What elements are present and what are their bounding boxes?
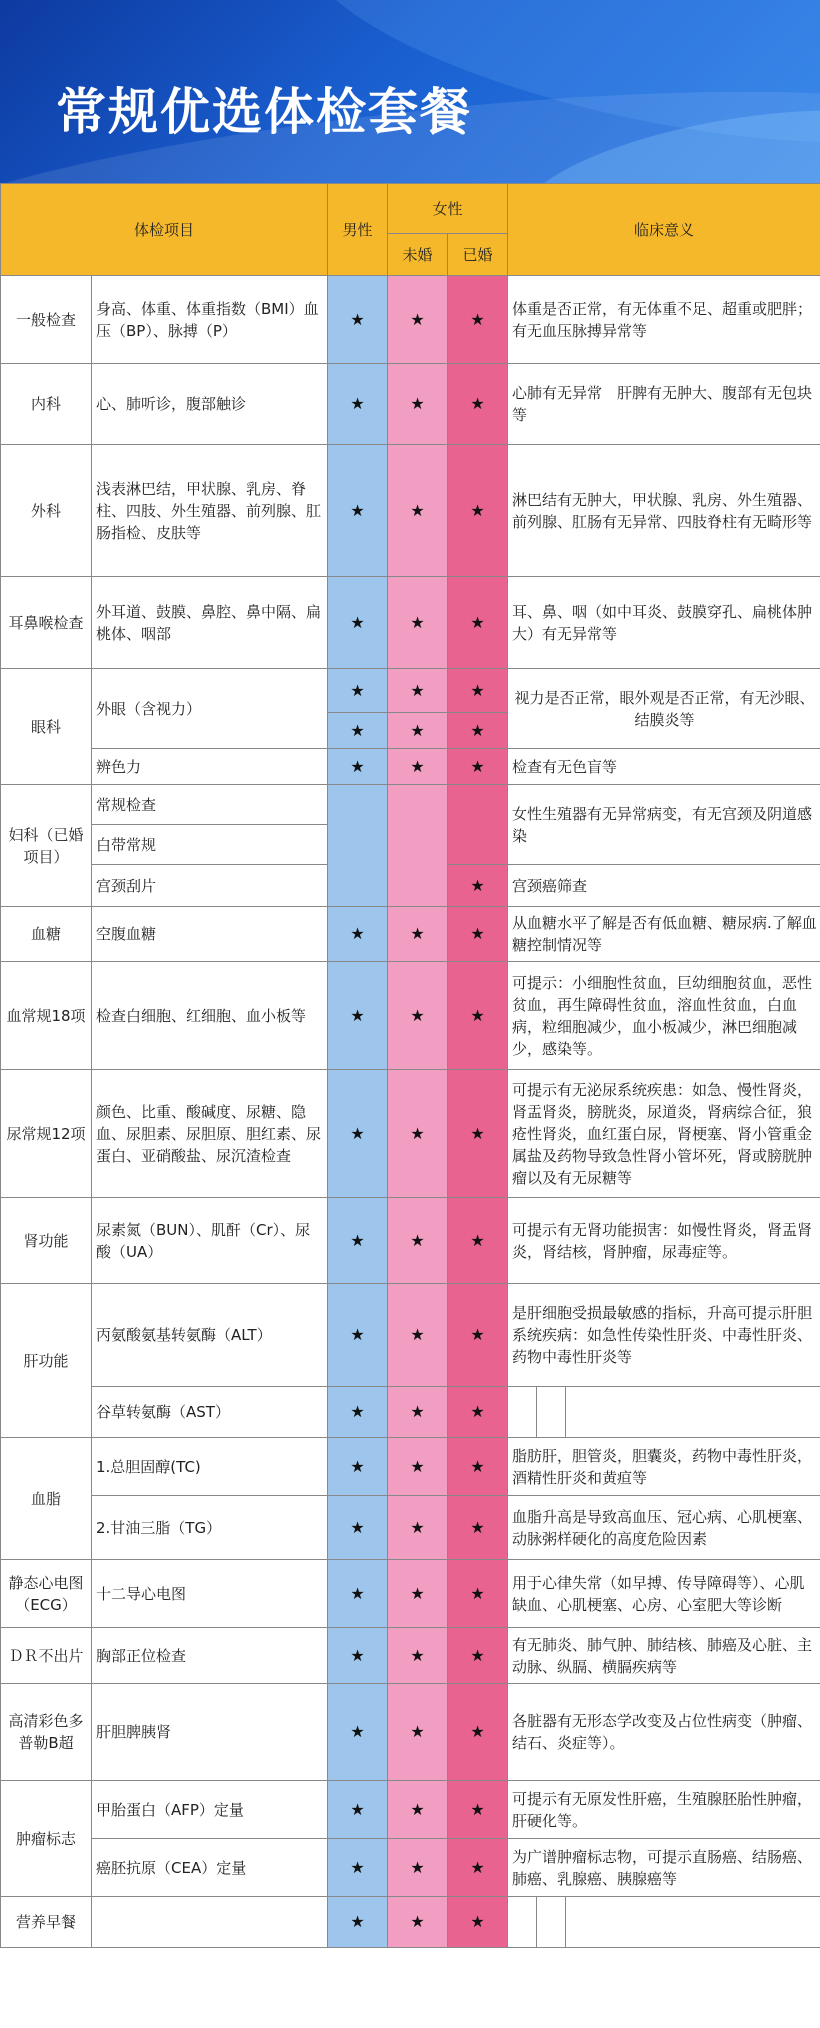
item-cell: 谷草转氨酶（AST） bbox=[92, 1387, 328, 1438]
item-cell: 辨色力 bbox=[92, 749, 328, 785]
married-mark bbox=[448, 669, 508, 713]
item-cell: 外耳道、鼓膜、鼻腔、鼻中隔、扁桃体、咽部 bbox=[92, 577, 328, 669]
star-icon: ★ bbox=[470, 1230, 485, 1250]
category-cell: 营养早餐 bbox=[1, 1897, 92, 1948]
table-row bbox=[1, 364, 820, 445]
header-meaning: 临床意义 bbox=[508, 184, 820, 276]
married-mark bbox=[448, 1198, 508, 1284]
item-cell: 浅表淋巴结，甲状腺、乳房、脊柱、四肢、外生殖器、前列腺、肛肠指检、皮肤等 bbox=[92, 445, 328, 577]
meaning-cell: 脂肪肝，胆管炎，胆囊炎，药物中毒性肝炎，酒精性肝炎和黄疸等 bbox=[508, 1438, 820, 1496]
star-icon: ★ bbox=[410, 1005, 425, 1025]
star-icon: ★ bbox=[470, 1325, 485, 1344]
star-icon: ★ bbox=[350, 720, 365, 740]
married-mark bbox=[448, 749, 508, 785]
married-mark bbox=[448, 1781, 508, 1839]
meaning-cell: 体重是否正常，有无体重不足、超重或肥胖；有无血压脉搏异常等 bbox=[508, 276, 820, 364]
star-icon: ★ bbox=[410, 394, 425, 413]
table-row bbox=[1, 1628, 820, 1684]
star-icon: ★ bbox=[410, 1123, 425, 1143]
category-cell: 外科 bbox=[1, 445, 92, 577]
married-mark bbox=[448, 1496, 508, 1560]
meaning-cell: 可提示有无肾功能损害：如慢性肾炎，肾盂肾炎，肾结核，肾肿瘤，尿毒症等。 bbox=[508, 1198, 820, 1284]
empty-subcell bbox=[508, 1897, 537, 1947]
item-cell bbox=[92, 1897, 328, 1948]
married-mark bbox=[448, 1839, 508, 1897]
table-row bbox=[1, 1438, 820, 1496]
star-icon: ★ bbox=[410, 924, 425, 943]
star-icon: ★ bbox=[470, 720, 485, 740]
category-cell: 肝功能 bbox=[1, 1284, 92, 1438]
male-mark bbox=[328, 1628, 388, 1684]
item-cell: 检查白细胞、红细胞、血小板等 bbox=[92, 962, 328, 1070]
star-icon: ★ bbox=[350, 1123, 365, 1143]
star-icon: ★ bbox=[350, 1912, 365, 1931]
married-mark bbox=[448, 962, 508, 1070]
item-cell: 身高、体重、体重指数（BMI）血压（BP）、脉搏（P） bbox=[92, 276, 328, 364]
unmarried-mark bbox=[388, 1496, 448, 1560]
star-icon: ★ bbox=[350, 1583, 365, 1603]
empty-subcell bbox=[537, 1897, 566, 1947]
item-cell: 丙氨酸氨基转氨酶（ALT） bbox=[92, 1284, 328, 1387]
category-cell: 一般检查 bbox=[1, 276, 92, 364]
star-icon: ★ bbox=[470, 1517, 485, 1537]
male-mark bbox=[328, 785, 388, 907]
category-cell: 血糖 bbox=[1, 907, 92, 962]
header-female: 女性 bbox=[388, 184, 508, 234]
meaning-cell: 有无肺炎、肺气肿、肺结核、肺癌及心脏、主动脉、纵膈、横膈疾病等 bbox=[508, 1628, 820, 1684]
unmarried-mark bbox=[388, 1438, 448, 1496]
male-mark bbox=[328, 907, 388, 962]
married-mark bbox=[448, 1560, 508, 1628]
meaning-cell: 耳、鼻、咽（如中耳炎、鼓膜穿孔、扁桃体肿大）有无异常等 bbox=[508, 577, 820, 669]
male-mark bbox=[328, 1198, 388, 1284]
meaning-cell: 为广谱肿瘤标志物，可提示直肠癌、结肠癌、肺癌、乳腺癌、胰腺癌等 bbox=[508, 1839, 820, 1897]
male-mark bbox=[328, 1284, 388, 1387]
item-cell: 外眼（含视力） bbox=[92, 669, 328, 749]
star-icon: ★ bbox=[410, 500, 425, 520]
banner bbox=[0, 0, 820, 183]
star-icon: ★ bbox=[350, 1005, 365, 1025]
married-mark bbox=[448, 907, 508, 962]
unmarried-mark bbox=[388, 785, 448, 907]
married-mark bbox=[448, 1684, 508, 1781]
married-mark bbox=[448, 1284, 508, 1387]
star-icon: ★ bbox=[410, 612, 425, 632]
empty-subcell bbox=[508, 1387, 537, 1437]
table-row bbox=[1, 445, 820, 577]
meaning-cell: 淋巴结有无肿大，甲状腺、乳房、外生殖器、前列腺、肛肠有无异常、四肢脊柱有无畸形等 bbox=[508, 445, 820, 577]
header-male: 男性 bbox=[328, 184, 388, 276]
meaning-cell: 从血糖水平了解是否有低血糖、糖尿病.了解血糖控制情况等 bbox=[508, 907, 820, 962]
unmarried-mark bbox=[388, 577, 448, 669]
empty-subcell bbox=[537, 1387, 566, 1437]
unmarried-mark bbox=[388, 1781, 448, 1839]
table-row bbox=[1, 1070, 820, 1198]
unmarried-mark bbox=[388, 1070, 448, 1198]
married-mark bbox=[448, 713, 508, 749]
star-icon: ★ bbox=[350, 1799, 365, 1819]
unmarried-mark bbox=[388, 1684, 448, 1781]
married-mark bbox=[448, 1438, 508, 1496]
married-mark bbox=[448, 364, 508, 445]
married-mark bbox=[448, 276, 508, 364]
married-mark bbox=[448, 1897, 508, 1948]
meaning-cell: 血脂升高是导致高血压、冠心病、心肌梗塞、动脉粥样硬化的高度危险因素 bbox=[508, 1496, 820, 1560]
unmarried-mark bbox=[388, 1284, 448, 1387]
star-icon: ★ bbox=[410, 1402, 425, 1421]
item-cell: 白带常规 bbox=[92, 825, 328, 865]
star-icon: ★ bbox=[410, 720, 425, 740]
category-cell: 妇科（已婚项目） bbox=[1, 785, 92, 907]
star-icon: ★ bbox=[410, 1857, 425, 1877]
star-icon: ★ bbox=[350, 924, 365, 943]
male-mark bbox=[328, 1897, 388, 1948]
star-icon: ★ bbox=[410, 1722, 425, 1741]
star-icon: ★ bbox=[470, 875, 485, 895]
category-cell: 眼科 bbox=[1, 669, 92, 785]
item-cell: 癌胚抗原（CEA）定量 bbox=[92, 1839, 328, 1897]
unmarried-mark bbox=[388, 1897, 448, 1948]
star-icon: ★ bbox=[350, 1722, 365, 1741]
item-cell: 甲胎蛋白（AFP）定量 bbox=[92, 1781, 328, 1839]
item-cell: 尿素氮（BUN）、肌酐（Cr）、尿酸（UA） bbox=[92, 1198, 328, 1284]
star-icon: ★ bbox=[470, 1005, 485, 1025]
star-icon: ★ bbox=[470, 612, 485, 632]
star-icon: ★ bbox=[470, 394, 485, 413]
married-mark bbox=[448, 577, 508, 669]
star-icon: ★ bbox=[470, 1857, 485, 1877]
item-cell: 心、肺听诊，腹部触诊 bbox=[92, 364, 328, 445]
star-icon: ★ bbox=[410, 1799, 425, 1819]
item-cell: 1.总胆固醇(TC) bbox=[92, 1438, 328, 1496]
header-item: 体检项目 bbox=[1, 184, 328, 276]
star-icon: ★ bbox=[410, 1517, 425, 1537]
star-icon: ★ bbox=[410, 1583, 425, 1603]
meaning-cell bbox=[508, 1897, 820, 1948]
married-mark bbox=[448, 1387, 508, 1438]
meaning-cell: 可提示有无泌尿系统疾患：如急、慢性肾炎，肾盂肾炎，膀胱炎，尿道炎，肾病综合征，狼疮性肾炎，血红蛋白尿，肾梗塞、肾小管重金属盐及药物导致急性肾小管坏死，肾或膀胱肿瘤以及有无尿糖等 bbox=[508, 1070, 820, 1198]
star-icon: ★ bbox=[350, 1325, 365, 1344]
male-mark bbox=[328, 1839, 388, 1897]
meaning-cell: 视力是否正常，眼外观是否正常，有无沙眼、结膜炎等 bbox=[508, 669, 820, 749]
category-cell: 血常规18项 bbox=[1, 962, 92, 1070]
star-icon: ★ bbox=[350, 1857, 365, 1877]
table-row bbox=[1, 1560, 820, 1628]
unmarried-mark bbox=[388, 962, 448, 1070]
star-icon: ★ bbox=[410, 1230, 425, 1250]
star-icon: ★ bbox=[470, 1799, 485, 1819]
table-row bbox=[1, 1198, 820, 1284]
star-icon: ★ bbox=[470, 924, 485, 943]
star-icon: ★ bbox=[470, 1722, 485, 1741]
male-mark bbox=[328, 1496, 388, 1560]
unmarried-mark bbox=[388, 364, 448, 445]
meaning-cell: 是肝细胞受损最敏感的指标，升高可提示肝胆系统疾病：如急性传染性肝炎、中毒性肝炎、药物中毒性肝炎等 bbox=[508, 1284, 820, 1387]
star-icon: ★ bbox=[410, 680, 425, 700]
table-row bbox=[1, 1781, 820, 1839]
category-cell: 肾功能 bbox=[1, 1198, 92, 1284]
table-row bbox=[1, 276, 820, 364]
category-cell: 肿瘤标志 bbox=[1, 1781, 92, 1897]
male-mark bbox=[328, 1438, 388, 1496]
table-row bbox=[1, 669, 820, 713]
married-mark bbox=[448, 445, 508, 577]
item-cell: 常规检查 bbox=[92, 785, 328, 825]
meaning-cell: 心肺有无异常 肝脾有无肿大、腹部有无包块等 bbox=[508, 364, 820, 445]
married-mark bbox=[448, 1628, 508, 1684]
category-cell: ＤＲ不出片 bbox=[1, 1628, 92, 1684]
male-mark bbox=[328, 1781, 388, 1839]
star-icon: ★ bbox=[410, 1456, 425, 1476]
category-cell: 尿常规12项 bbox=[1, 1070, 92, 1198]
star-icon: ★ bbox=[350, 500, 365, 520]
star-icon: ★ bbox=[410, 1645, 425, 1665]
table-row bbox=[1, 1284, 820, 1387]
star-icon: ★ bbox=[470, 1402, 485, 1421]
star-icon: ★ bbox=[350, 1645, 365, 1665]
meaning-cell: 用于心律失常（如早搏、传导障碍等）、心肌缺血、心肌梗塞、心房、心室肥大等诊断 bbox=[508, 1560, 820, 1628]
star-icon: ★ bbox=[470, 1456, 485, 1476]
unmarried-mark bbox=[388, 445, 448, 577]
meaning-cell bbox=[508, 1387, 820, 1438]
item-cell: 胸部正位检查 bbox=[92, 1628, 328, 1684]
star-icon: ★ bbox=[410, 756, 425, 776]
male-mark bbox=[328, 1070, 388, 1198]
meaning-cell: 女性生殖器有无异常病变，有无宫颈及阴道感染 bbox=[508, 785, 820, 865]
star-icon: ★ bbox=[350, 1230, 365, 1250]
unmarried-mark bbox=[388, 1560, 448, 1628]
item-cell: 十二导心电图 bbox=[92, 1560, 328, 1628]
table-row bbox=[1, 1684, 820, 1781]
header-row bbox=[1, 184, 820, 234]
meaning-cell: 可提示：小细胞性贫血，巨幼细胞贫血，恶性贫血，再生障碍性贫血，溶血性贫血，白血病，粒细胞减少，血小板减少，淋巴细胞减少，感染等。 bbox=[508, 962, 820, 1070]
star-icon: ★ bbox=[350, 394, 365, 413]
meaning-cell: 检查有无色盲等 bbox=[508, 749, 820, 785]
star-icon: ★ bbox=[410, 1912, 425, 1931]
unmarried-mark bbox=[388, 1628, 448, 1684]
star-icon: ★ bbox=[470, 1123, 485, 1143]
star-icon: ★ bbox=[470, 1645, 485, 1665]
item-cell: 颜色、比重、酸碱度、尿糖、隐血、尿胆素、尿胆原、胆红素、尿蛋白、亚硝酸盐、尿沉渣检查 bbox=[92, 1070, 328, 1198]
star-icon: ★ bbox=[410, 1325, 425, 1344]
table-row bbox=[1, 1496, 820, 1560]
male-mark bbox=[328, 364, 388, 445]
unmarried-mark bbox=[388, 749, 448, 785]
table-row bbox=[1, 785, 820, 825]
meaning-cell: 可提示有无原发性肝癌，生殖腺胚胎性肿瘤，肝硬化等。 bbox=[508, 1781, 820, 1839]
table-row bbox=[1, 1387, 820, 1438]
page-title: 常规优选体检套餐 bbox=[56, 83, 472, 141]
male-mark bbox=[328, 669, 388, 713]
star-icon: ★ bbox=[410, 309, 425, 329]
star-icon: ★ bbox=[470, 756, 485, 776]
star-icon: ★ bbox=[470, 680, 485, 700]
married-mark bbox=[448, 785, 508, 865]
category-cell: 内科 bbox=[1, 364, 92, 445]
married-mark bbox=[448, 865, 508, 907]
star-icon: ★ bbox=[350, 1517, 365, 1537]
table-row bbox=[1, 577, 820, 669]
unmarried-mark bbox=[388, 276, 448, 364]
male-mark bbox=[328, 1387, 388, 1438]
item-cell: 肝胆脾胰肾 bbox=[92, 1684, 328, 1781]
male-mark bbox=[328, 749, 388, 785]
star-icon: ★ bbox=[350, 309, 365, 329]
male-mark bbox=[328, 445, 388, 577]
category-cell: 高清彩色多普勒B超 bbox=[1, 1684, 92, 1781]
star-icon: ★ bbox=[350, 1402, 365, 1421]
male-mark bbox=[328, 962, 388, 1070]
male-mark bbox=[328, 276, 388, 364]
meaning-cell: 各脏器有无形态学改变及占位性病变（肿瘤、结石、炎症等）。 bbox=[508, 1684, 820, 1781]
item-cell: 空腹血糖 bbox=[92, 907, 328, 962]
table-row bbox=[1, 1839, 820, 1897]
star-icon: ★ bbox=[350, 1456, 365, 1476]
male-mark bbox=[328, 1560, 388, 1628]
unmarried-mark bbox=[388, 669, 448, 713]
unmarried-mark bbox=[388, 907, 448, 962]
item-cell: 宫颈刮片 bbox=[92, 865, 328, 907]
header-unmarried: 未婚 bbox=[388, 234, 448, 276]
unmarried-mark bbox=[388, 1839, 448, 1897]
star-icon: ★ bbox=[350, 756, 365, 776]
table-row bbox=[1, 749, 820, 785]
male-mark bbox=[328, 1684, 388, 1781]
star-icon: ★ bbox=[350, 680, 365, 700]
table-row bbox=[1, 1897, 820, 1948]
star-icon: ★ bbox=[350, 612, 365, 632]
table-row bbox=[1, 962, 820, 1070]
star-icon: ★ bbox=[470, 1912, 485, 1931]
star-icon: ★ bbox=[470, 500, 485, 520]
star-icon: ★ bbox=[470, 309, 485, 329]
category-cell: 静态心电图（ECG） bbox=[1, 1560, 92, 1628]
married-mark bbox=[448, 1070, 508, 1198]
header-married: 已婚 bbox=[448, 234, 508, 276]
category-cell: 血脂 bbox=[1, 1438, 92, 1560]
category-cell: 耳鼻喉检查 bbox=[1, 577, 92, 669]
table-row bbox=[1, 907, 820, 962]
checkup-table bbox=[0, 183, 820, 1948]
male-mark bbox=[328, 713, 388, 749]
item-cell: 2.甘油三脂（TG） bbox=[92, 1496, 328, 1560]
meaning-cell: 宫颈癌筛查 bbox=[508, 865, 820, 907]
unmarried-mark bbox=[388, 1198, 448, 1284]
unmarried-mark bbox=[388, 713, 448, 749]
star-icon: ★ bbox=[470, 1583, 485, 1603]
male-mark bbox=[328, 577, 388, 669]
unmarried-mark bbox=[388, 1387, 448, 1438]
